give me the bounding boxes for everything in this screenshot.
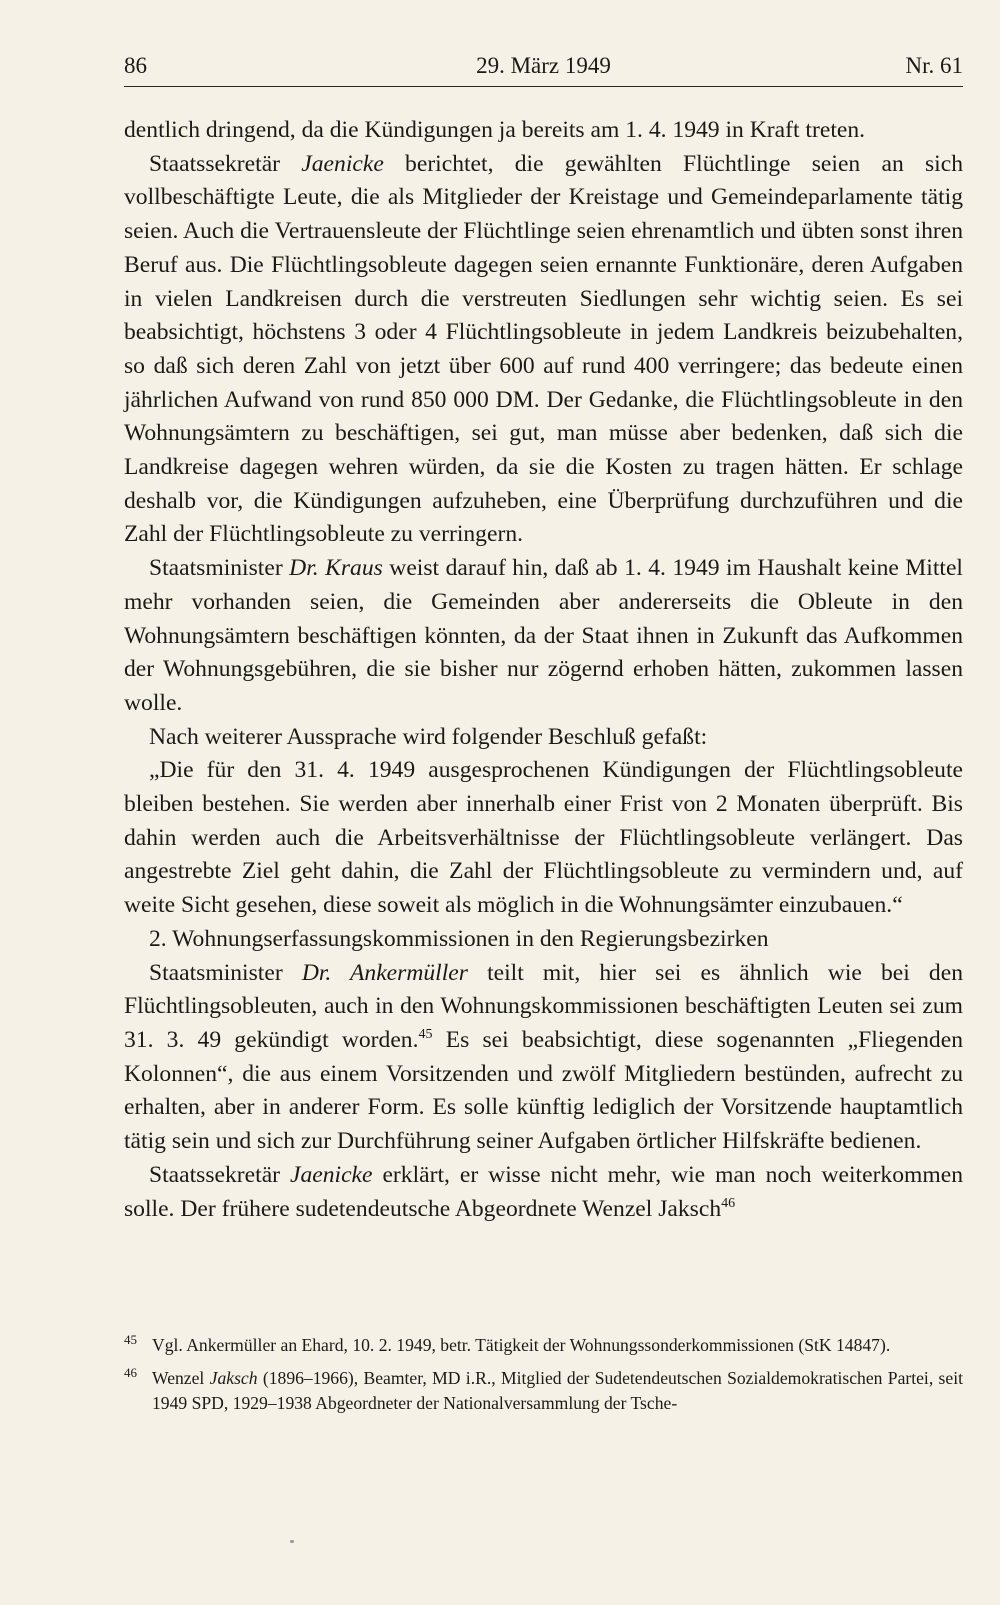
running-header — [124, 46, 963, 87]
paragraph-text: Es sei beabsichtigt, diese sogenannten „Fliegenden Kolonnen“, die aus einem Vorsitzenden und zwölf Mitgliedern bestünden, aufrecht zu erhalten, aber in anderer Form. Es solle künftig lediglich der Vorsitzende hauptamtlich tätig sein und sich zur Durchführung seiner Aufgaben örtlicher Hilfskräfte bedienen. — [124, 1026, 963, 1155]
header-date: 29. März 1949 — [476, 53, 611, 78]
footnote-number: 46 — [124, 1365, 137, 1380]
paragraph-3 — [124, 552, 963, 721]
speaker-title: Staatssekretär — [149, 1161, 290, 1188]
footnote-text: (1896–1966), Beamter, MD i.R., Mitglied der Sudetendeutschen Sozialdemokratischen Partei, seit 1949 SPD, 1929–1938 Abgeordneter der Nationalversammlung der Tsche- — [152, 1368, 963, 1413]
footnote-text: Vgl. Ankermüller an Ehard, 10. 2. 1949, betr. Tätigkeit der Wohnungssonderkommissionen (StK 14847). — [152, 1335, 891, 1355]
paragraph-text: teilt mit, hier sei es ähnlich wie bei den Flüchtlingsobleuten, auch in den Wohnungskommissionen beschäftigten Leuten sei zum 31. 3. 49 gekündigt worden. — [124, 959, 963, 1053]
speaker-title: Staatsminister — [149, 555, 290, 582]
footnote-person-name: Jaksch — [209, 1368, 258, 1388]
footnote-text: Wenzel — [152, 1368, 210, 1388]
paragraph-2 — [124, 148, 963, 552]
footnote-ref[interactable]: 46 — [721, 1195, 736, 1211]
speaker-name: Jaenicke — [289, 1161, 373, 1188]
speaker-name: Dr. Ankermüller — [301, 959, 468, 986]
speaker-title: Staatssekretär — [149, 150, 302, 177]
speaker-name: Jaenicke — [301, 150, 384, 177]
footnote-number: 45 — [124, 1332, 137, 1347]
paragraph-text: berichtet, die gewählten Flüchtlinge seien an sich vollbeschäftigte Leute, die als Mitglieder der Kreistage und Gemeindeparlamente tätig seien. Auch die Vertrauensleute der Flüchtlinge seien ehrenamtlich und übten sonst ihren Beruf aus. Die Flüchtlingsobleute dagegen seien ernannte Funktionäre, deren Aufgaben in vielen Landkreisen durch die verstreuten Siedlungen sehr wichtig seien. Es sei beabsichtigt, höchstens 3 oder 4 Flüchtlingsobleute in jedem Landkreis beizubehalten, so daß sich deren Zahl von jetzt über 600 auf rund 400 verringere; das bedeute einen jährlichen Aufwand von rund 850 000 DM. Der Gedanke, die Flüchtlingsobleute in den Wohnungsämtern zu beschäftigen, sei gut, man müsse aber bedenken, daß sich die Landkreise dagegen wehren würden, da sie die Kosten zu tragen hätten. Er schlage deshalb vor, die Kündigungen aufzuheben, eine Überprüfung durchzuführen und die Zahl der Flüchtlingsobleute zu verringern. — [124, 150, 963, 548]
issue-number: Nr. 61 — [905, 53, 963, 78]
footnote-ref[interactable]: 45 — [418, 1026, 433, 1042]
speaker-name: Dr. Kraus — [289, 555, 383, 582]
resolution-quote: „Die für den 31. 4. 1949 ausgesprochenen Kündigungen der Flüchtlingsobleute bleiben bestehen. Sie werden aber innerhalb einer Frist von 2 Monaten überprüft. Bis dahin werden auch die Arbeitsverhältnisse der Flüchtlingsobleute verlängert. Das angestrebte Ziel geht dahin, die Zahl der Flüchtlingsobleute zu vermindern und, auf weite Sicht gesehen, diese soweit als möglich in die Wohnungsämter einzubauen.“ — [124, 757, 963, 919]
footnotes — [124, 1333, 963, 1424]
paper-speck — [290, 1540, 294, 1543]
paragraph-text: weist darauf hin, daß ab 1. 4. 1949 im Haushalt keine Mittel mehr vorhanden seien, die Gemeinden aber andererseits die Obleute in den Wohnungsämtern beschäftigen könnten, da der Staat ihnen in Zukunft das Aufkommen der Wohnungsgebühren, die sie bisher nur zögernd erhoben hätten, zukommen lassen wolle. — [124, 555, 963, 716]
body-text — [124, 114, 963, 1226]
footnote-45 — [124, 1333, 963, 1358]
paragraph-7 — [124, 957, 963, 1159]
paragraph-4: Nach weiterer Aussprache wird folgender Beschluß gefaßt: — [149, 723, 708, 750]
paragraph-text: erklärt, er wisse nicht mehr, wie man noch weiterkommen solle. Der frühere sudetendeutsche Abgeordnete Wenzel Jaksch — [124, 1161, 964, 1222]
agenda-item-heading: 2. Wohnungserfassungskommissionen in den Regierungsbezirken — [149, 925, 769, 952]
paragraph-1: dentlich dringend, da die Kündigungen ja bereits am 1. 4. 1949 in Kraft treten. — [124, 117, 866, 143]
footnote-46 — [124, 1366, 963, 1416]
speaker-title: Staatsminister — [149, 959, 302, 986]
page-number: 86 — [124, 53, 147, 78]
paragraph-8 — [124, 1159, 963, 1226]
